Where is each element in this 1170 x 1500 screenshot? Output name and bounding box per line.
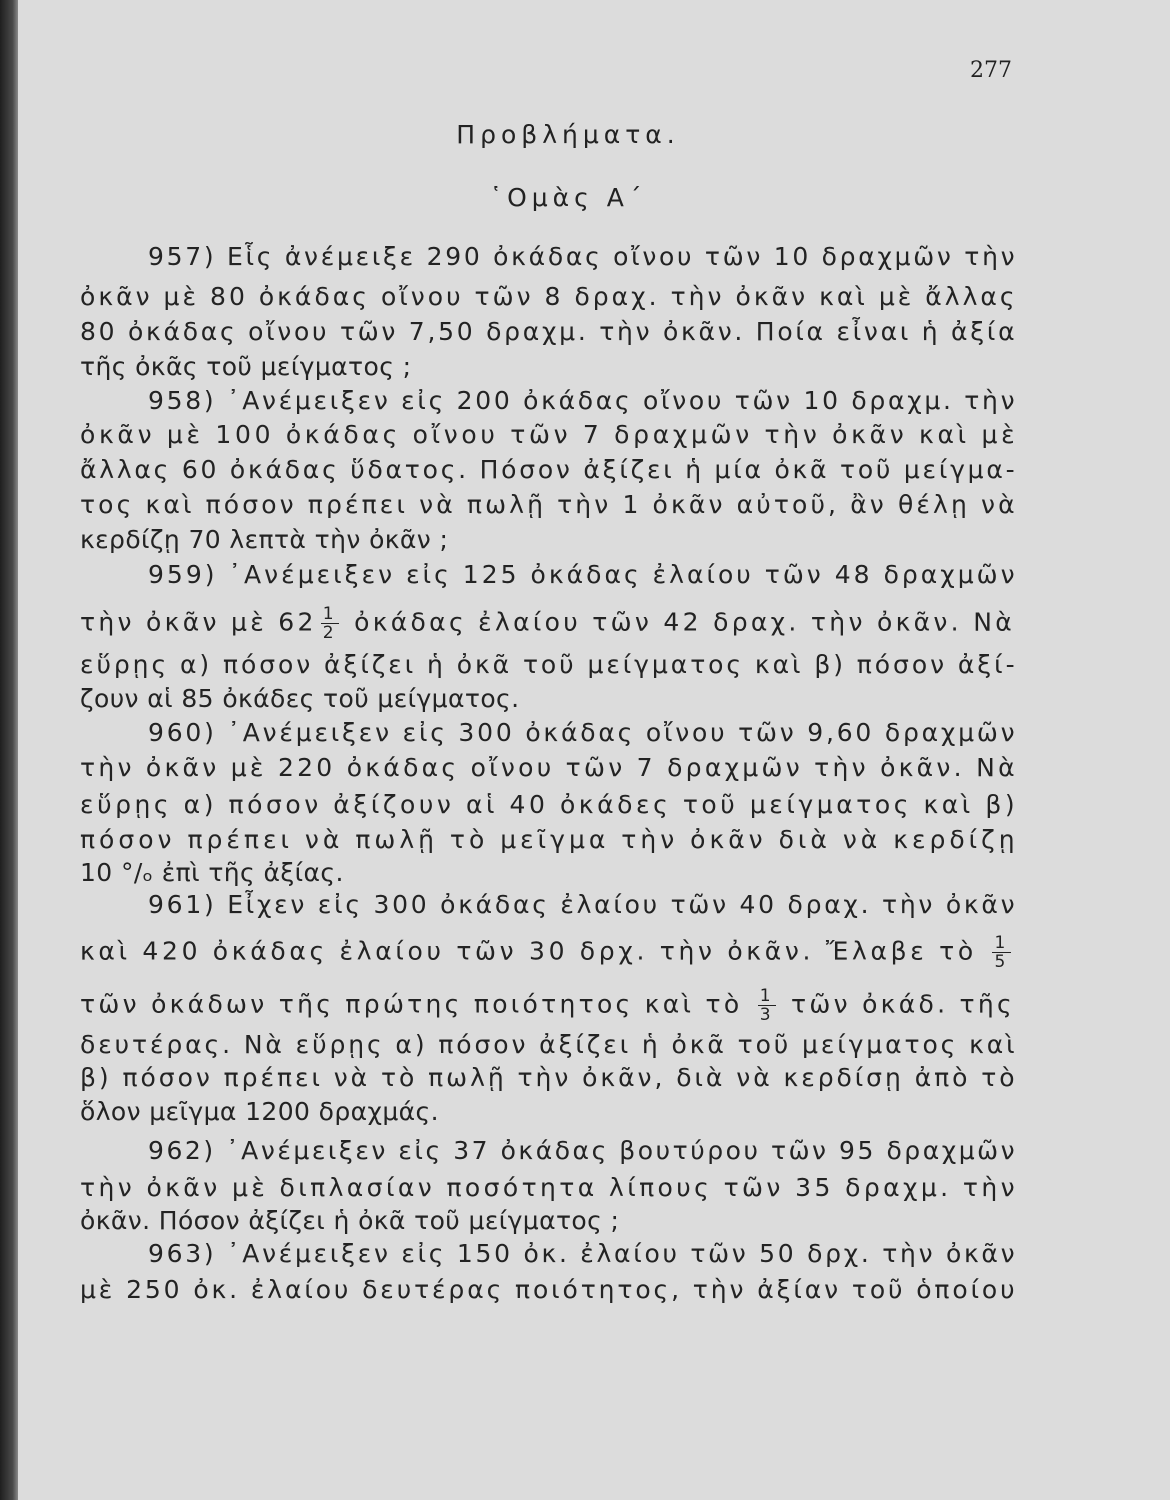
fraction	[758, 987, 776, 1024]
fraction-denominator: 3	[759, 1005, 774, 1025]
text-line	[80, 987, 1015, 1024]
fraction	[992, 934, 1011, 971]
fraction-denominator: 2	[322, 623, 337, 643]
text-line	[80, 605, 1015, 642]
page-number: 277	[970, 58, 1012, 83]
text-line: εὕρῃς α) πόσον ἀξίζουν αἱ 40 ὀκάδες τοῦ μείγματος καὶ β)	[80, 790, 1019, 819]
text-line: 961) Εἶχεν εἰς 300 ὀκάδας ἐλαίου τῶν 40 δραχ. τὴν ὀκᾶν	[148, 890, 1018, 919]
text-line: τῆς ὀκᾶς τοῦ μείγματος ;	[80, 352, 412, 381]
text-line	[80, 934, 1015, 971]
text-line: κερδίζῃ 70 λεπτὰ τὴν ὀκᾶν ;	[80, 525, 449, 554]
group-heading: ῾Ομὰς Α΄	[489, 183, 647, 212]
text-segment: καὶ 420 ὀκάδας ἐλαίου τῶν 30 δρχ. τὴν ὀκᾶν. Ἔλαβε τὸ	[80, 936, 989, 966]
fraction	[321, 605, 339, 642]
text-line: 963) ᾿Ανέμειξεν εἰς 150 ὀκ. ἐλαίου τῶν 50 δρχ. τὴν ὀκᾶν	[148, 1239, 1018, 1268]
fraction-numerator: 1	[322, 604, 337, 624]
fraction-numerator: 1	[994, 933, 1009, 953]
text-line: τὴν ὀκᾶν μὲ διπλασίαν ποσότητα λίπους τῶν 35 δραχμ. τὴν	[80, 1173, 1019, 1202]
text-line: δευτέρας. Νὰ εὕρῃς α) πόσον ἀξίζει ἡ ὀκᾶ τοῦ μείγματος καὶ	[80, 1030, 1018, 1059]
text-line: 958) ᾿Ανέμειξεν εἰς 200 ὀκάδας οἴνου τῶν 10 δραχμ. τὴν	[148, 386, 1018, 415]
text-line: ὀκᾶν μὲ 100 ὀκάδας οἴνου τῶν 7 δραχμῶν τὴν ὀκᾶν καὶ μὲ	[80, 420, 1019, 449]
text-line: ὀκᾶν μὲ 80 ὀκάδας οἴνου τῶν 8 δραχ. τὴν ὀκᾶν καὶ μὲ ἄλλας	[80, 282, 1018, 311]
section-title: Προβλήματα.	[456, 120, 680, 149]
text-line: 960) ᾿Ανέμειξεν εἰς 300 ὀκάδας οἴνου τῶν 9,60 δραχμῶν	[148, 718, 1018, 747]
text-segment: τῶν ὀκάδ. τῆς	[779, 989, 1015, 1019]
text-line: ὀκᾶν. Πόσον ἀξίζει ἡ ὀκᾶ τοῦ μείγματος ;	[80, 1206, 620, 1235]
text-line: εὕρῃς α) πόσον ἀξίζει ἡ ὀκᾶ τοῦ μείγματος καὶ β) πόσον ἀξί-	[80, 650, 1018, 679]
text-line: τὴν ὀκᾶν μὲ 220 ὀκάδας οἴνου τῶν 7 δραχμῶν τὴν ὀκᾶν. Νὰ	[80, 753, 1018, 782]
text-line: 80 ὀκάδας οἴνου τῶν 7,50 δραχμ. τὴν ὀκᾶν. Ποία εἶναι ἡ ἀξία	[80, 317, 1018, 346]
fraction-numerator: 1	[759, 986, 774, 1006]
text-line: πόσον πρέπει νὰ πωλῇ τὸ μεῖγμα τὴν ὀκᾶν διὰ νὰ κερδίζῃ	[80, 825, 1019, 854]
text-line: 957) Εἷς ἀνέμειξε 290 ὀκάδας οἴνου τῶν 10 δραχμῶν τὴν	[148, 242, 1018, 271]
text-line: 959) ᾿Ανέμειξεν εἰς 125 ὀκάδας ἐλαίου τῶν 48 δραχμῶν	[148, 560, 1018, 589]
text-line: ἄλλας 60 ὀκάδας ὕδατος. Πόσον ἀξίζει ἡ μία ὀκᾶ τοῦ μείγμα-	[80, 455, 1018, 484]
text-line: 962) ᾿Ανέμειξεν εἰς 37 ὀκάδας βουτύρου τῶν 95 δραχμῶν	[148, 1136, 1018, 1165]
book-page	[18, 0, 1170, 1500]
text-line: ζουν αἱ 85 ὀκάδες τοῦ μείγματος.	[80, 684, 520, 713]
fraction-denominator: 5	[994, 952, 1009, 972]
text-segment: ὀκάδας ἐλαίου τῶν 42 δραχ. τὴν ὀκᾶν. Νὰ	[342, 607, 1015, 637]
text-line: τος καὶ πόσον πρέπει νὰ πωλῇ τὴν 1 ὀκᾶν αὐτοῦ, ἂν θέλῃ νὰ	[80, 490, 1018, 519]
text-line: 10 °/ₒ ἐπὶ τῆς ἀξίας.	[80, 858, 344, 887]
book-spine-shadow	[0, 0, 18, 1500]
text-segment: τῶν ὀκάδων τῆς πρώτης ποιότητος καὶ τὸ	[80, 989, 754, 1019]
text-segment: τὴν ὀκᾶν μὲ 62	[80, 607, 317, 637]
text-line: β) πόσον πρέπει νὰ τὸ πωλῇ τὴν ὀκᾶν, διὰ νὰ κερδίσῃ ἀπὸ τὸ	[80, 1063, 1018, 1092]
text-line: ὅλον μεῖγμα 1200 δραχμάς.	[80, 1097, 439, 1126]
text-line: μὲ 250 ὀκ. ἐλαίου δευτέρας ποιότητος, τὴν ἀξίαν τοῦ ὁποίου	[80, 1275, 1018, 1304]
